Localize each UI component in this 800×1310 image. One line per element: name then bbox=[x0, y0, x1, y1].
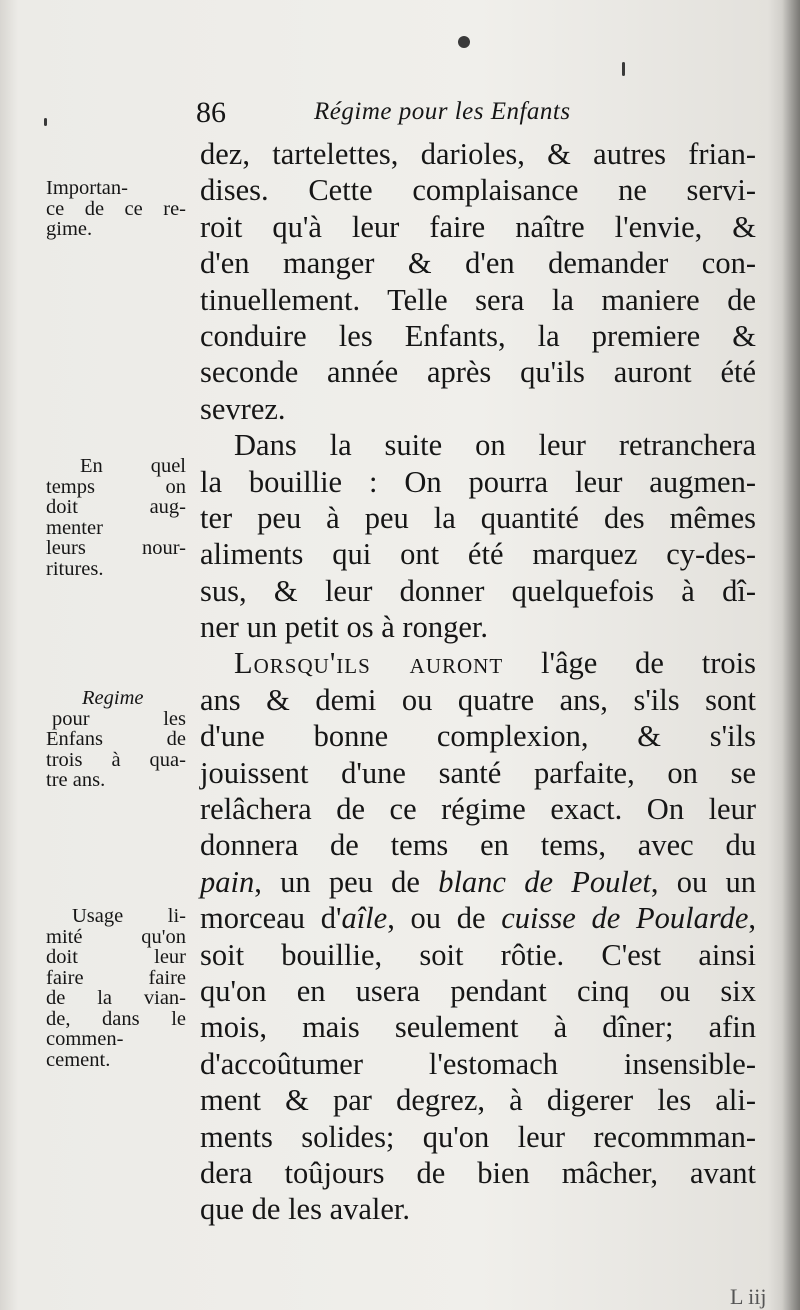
text-line bbox=[200, 864, 756, 900]
text-line: la bouillie : On pourra leur augmen- bbox=[200, 464, 756, 499]
text-line: donnera de tems en tems, avec du bbox=[200, 828, 756, 863]
margin-note-line: de, dans le bbox=[46, 1007, 186, 1030]
margin-note-line: trois à qua- bbox=[46, 748, 186, 771]
margin-note-line: faire faire bbox=[46, 966, 186, 989]
text-span: , bbox=[748, 901, 756, 936]
margin-note-line: menter bbox=[46, 516, 103, 539]
text-line: sevrez. bbox=[200, 391, 286, 426]
margin-note-line: doit leur bbox=[46, 946, 186, 968]
page-header bbox=[196, 96, 756, 140]
italic-phrase: cuisse de Poularde bbox=[501, 901, 749, 936]
margin-note-regime-three-four bbox=[46, 688, 186, 791]
text-span: , ou de bbox=[387, 901, 502, 936]
margin-note-line: leurs nour- bbox=[46, 537, 186, 559]
margin-note-line: ritures. bbox=[46, 557, 104, 580]
text-line: seconde année après qu'ils auront été bbox=[200, 355, 756, 390]
margin-note-when-increase bbox=[46, 456, 186, 579]
margin-note-importance bbox=[46, 178, 186, 240]
text-line: Dans la suite on leur retranchera bbox=[234, 428, 756, 463]
text-line bbox=[200, 900, 756, 936]
text-line: ner un petit os à ronger. bbox=[200, 610, 488, 645]
page-number: 86 bbox=[196, 96, 226, 129]
text-span: , ou un bbox=[650, 864, 757, 899]
italic-word: pain bbox=[200, 864, 255, 899]
text-line bbox=[200, 645, 756, 681]
margin-note-line: Usage li- bbox=[72, 905, 186, 927]
text-line: d'accoûtumer l'estomach insensible- bbox=[200, 1046, 756, 1081]
margin-note-line: pour les bbox=[52, 707, 186, 730]
text-line: aliments qui ont été marquez cy-des- bbox=[200, 537, 756, 572]
text-line: ans & demi ou quatre ans, s'ils sont bbox=[200, 682, 756, 717]
margin-note-line: temps on bbox=[46, 475, 186, 498]
ink-speck bbox=[44, 118, 47, 126]
text-line: relâchera de ce régime exact. On leur bbox=[200, 792, 756, 827]
ink-speck bbox=[458, 36, 470, 48]
text-line: conduire les Enfants, la premiere & bbox=[200, 318, 756, 353]
text-line: d'en manger & d'en demander con- bbox=[200, 246, 756, 281]
text-line: tinuellement. Telle sera la maniere de bbox=[200, 282, 756, 317]
body-text bbox=[200, 136, 756, 1228]
text-span: , un peu de bbox=[254, 864, 439, 899]
margin-note-meat-usage bbox=[46, 906, 186, 1070]
text-line: dera toûjours de bien mâcher, avant bbox=[200, 1155, 756, 1190]
margin-note-line: Importan- bbox=[46, 177, 128, 199]
lead-rest: l'âge de trois bbox=[503, 646, 756, 681]
text-span: morceau d' bbox=[200, 901, 342, 936]
italic-phrase: blanc de Poulet bbox=[438, 864, 651, 899]
text-line: que de les avaler. bbox=[200, 1192, 411, 1227]
ink-speck bbox=[622, 62, 625, 76]
text-line: sus, & leur donner quelquefois à dî- bbox=[200, 573, 756, 608]
text-line: soit bouillie, soit rôtie. C'est ainsi bbox=[200, 937, 756, 972]
margin-note-line: Enfans de bbox=[46, 728, 186, 750]
text-line: dez, tartelettes, darioles, & autres frian- bbox=[200, 137, 756, 171]
running-title: Régime pour les Enfants bbox=[314, 98, 571, 125]
margin-note-line: mité qu'on bbox=[46, 925, 186, 948]
text-line: dises. Cette complaisance ne servi- bbox=[200, 173, 756, 208]
text-line: ment & par degrez, à digerer les ali- bbox=[200, 1083, 756, 1118]
margin-note-line: Regime bbox=[82, 687, 144, 709]
text-line: ter peu à peu la quantité des mêmes bbox=[200, 500, 756, 535]
margin-note-line: cement. bbox=[46, 1048, 111, 1071]
margin-note-line: tre ans. bbox=[46, 769, 106, 791]
text-line: mois, mais seulement à dîner; afin bbox=[200, 1010, 756, 1045]
margin-note-line: doit aug- bbox=[46, 496, 186, 518]
margin-note-line: de la vian- bbox=[46, 987, 186, 1009]
margin-note-line: commen- bbox=[46, 1028, 124, 1050]
italic-word: aîle bbox=[341, 901, 388, 936]
signature-mark: L iij bbox=[730, 1284, 767, 1309]
text-line: jouissent d'une santé parfaite, on se bbox=[200, 755, 756, 790]
text-line: ments solides; qu'on leur recommman- bbox=[200, 1119, 756, 1154]
margin-note-line: ce de ce re- bbox=[46, 197, 186, 220]
text-line: d'une bonne complexion, & s'ils bbox=[200, 719, 756, 754]
margin-note-line: gime. bbox=[46, 218, 93, 240]
text-line: roit qu'à leur faire naître l'envie, & bbox=[200, 209, 756, 244]
small-caps-lead: Lorsqu'ils auront bbox=[234, 646, 504, 681]
text-line: qu'on en usera pendant cinq ou six bbox=[200, 973, 756, 1008]
margin-note-line: En quel bbox=[80, 455, 186, 477]
